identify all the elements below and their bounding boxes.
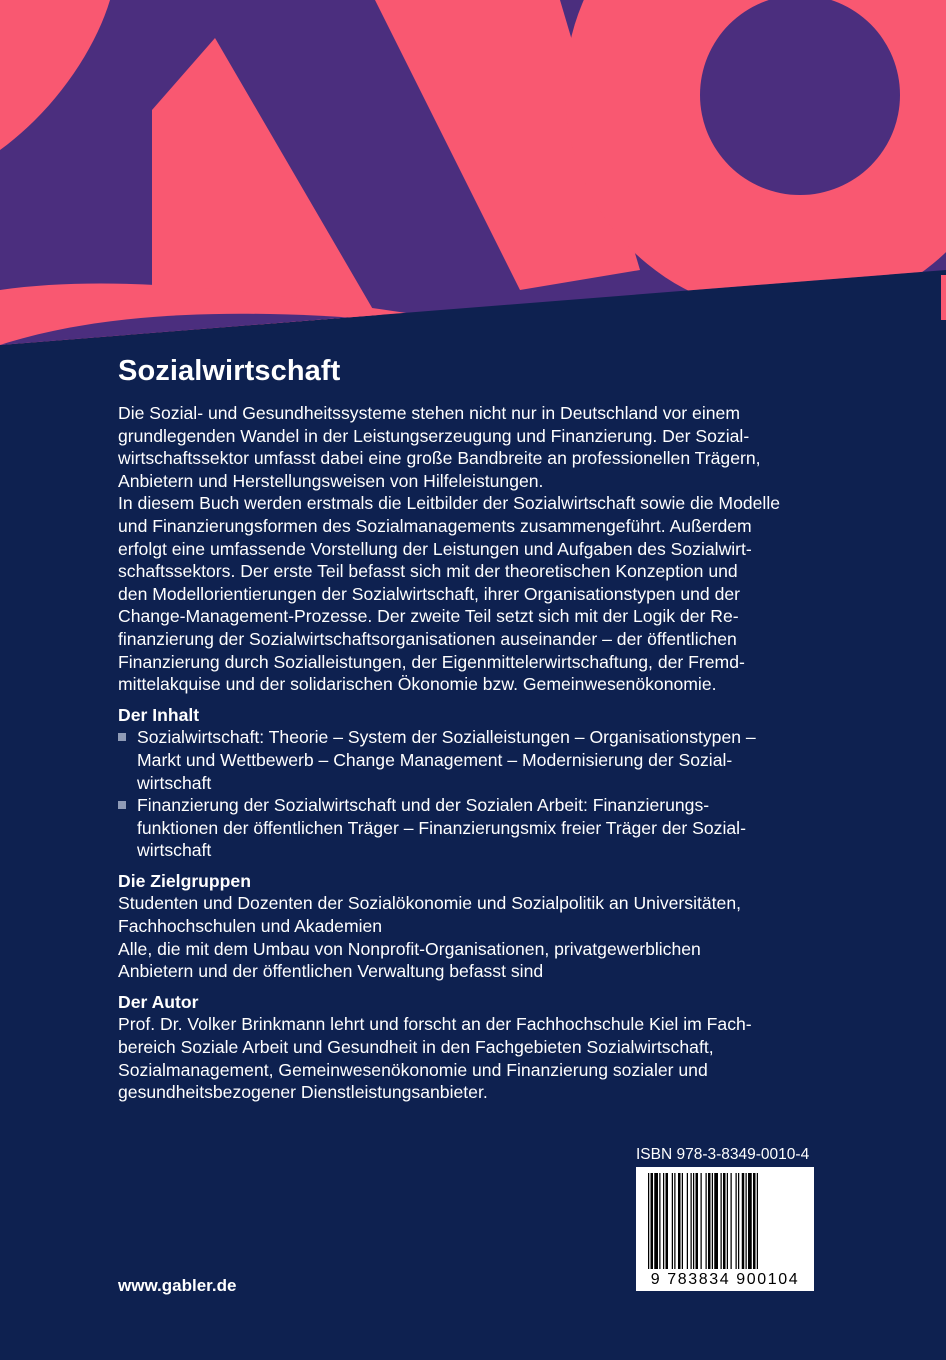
barcode-bar	[714, 1173, 718, 1269]
barcode-bar	[672, 1173, 673, 1269]
list-item: Sozialwirtschaft: Theorie – System der Sozialleistungen – Organisationstypen – Markt und Wettbewerb – Change Management – Modernisierung der Sozial- wirtschaft	[118, 726, 818, 794]
barcode-bar	[659, 1173, 660, 1269]
back-cover-text	[118, 355, 818, 1104]
barcode-bar	[693, 1173, 694, 1269]
bullet-square-icon	[118, 801, 126, 809]
barcode-bar	[723, 1173, 726, 1269]
barcode-bar	[757, 1173, 758, 1269]
barcode-bar	[748, 1173, 752, 1269]
autor-text: Prof. Dr. Volker Brinkmann lehrt und forscht an der Fachhochschule Kiel im Fach- bereich Soziale Arbeit und Gesundheit in den Fachgebieten Sozialwirtschaft, Sozialmanagement, Gemeinwesenökonomie und Finanzierung sozialer und gesundheitsbezogener Dienstleistungsanbieter.	[118, 1014, 752, 1103]
barcode-bar	[687, 1173, 688, 1269]
barcode-bar	[706, 1173, 707, 1269]
intro-text: Die Sozial- und Gesundheitssysteme stehen nicht nur in Deutschland vor einem grundlegenden Wandel in der Leistungserzeugung und Finanzierung. Der Sozial- wirtschaftssektor umfasst dabei eine große Bandbreite an professionellen Trägern, Anbietern und Herstellungsweisen von Hilfeleistungen. In diesem Buch werden erstmals die Leitbilder der Sozialwirtschaft sowie die Modelle und Finanzierungsformen des Sozialmanagements zusammengeführt. Außerdem erfolgt eine umfassende Vorstellung der Leistungen und Aufgaben des Sozialwirt- schaftssektors. Der erste Teil befasst sich mit der theoretischen Konzeption und den Modellorientierungen der Sozialwirtschaft, ihrer Organisationstypen und der Change-Management-Prozesse. Der zweite Teil setzt sich mit der Logik der Re- finanzierung der Sozialwirtschaftsorganisationen auseinander – der öffentlichen Finanzierung durch Sozialleistungen, der Eigenmittelerwirtschaftung, der Fremd- mittelakquise und der solidarischen Ökonomie bzw. Gemeinwesenökonomie.	[118, 403, 781, 695]
barcode-bar	[682, 1173, 683, 1269]
artwork-coral-edge	[941, 275, 946, 320]
barcode-bar	[746, 1173, 747, 1269]
autor-heading: Der Autor	[118, 991, 199, 1012]
book-title: Sozialwirtschaft	[118, 355, 341, 387]
barcode-bar	[712, 1173, 713, 1269]
barcode-bar	[721, 1173, 722, 1269]
barcode-bar	[742, 1173, 745, 1269]
barcode-bar	[674, 1173, 675, 1269]
zielgruppen-text: Studenten und Dozenten der Sozialökonomie und Sozialpolitik an Universitäten, Fachhochschulen und Akademien Alle, die mit dem Umbau von Nonprofit-Organisationen, privatgewerblichen Anbietern und der öffentlichen Verwaltung befasst sind	[118, 893, 742, 982]
list-item: Finanzierung der Sozialwirtschaft und der Sozialen Arbeit: Finanzierungs- funktionen der öffentlichen Träger – Finanzierungsmix freier Träger der Sozial- wirtschaft	[118, 794, 818, 862]
artwork-ring-hole	[700, 0, 900, 195]
barcode-bar	[727, 1173, 728, 1269]
inhalt-list	[118, 726, 818, 862]
barcode-bar	[701, 1173, 702, 1269]
barcode-bar	[648, 1173, 649, 1269]
barcode-bar	[696, 1173, 699, 1269]
barcode-bar	[651, 1173, 654, 1269]
barcode-bar	[753, 1173, 756, 1269]
publisher-website: www.gabler.de	[118, 1276, 237, 1295]
barcode-digits: 9 783834 900104	[650, 1271, 800, 1288]
barcode-bar	[663, 1173, 664, 1269]
bullet-square-icon	[118, 733, 126, 741]
barcode-bar	[708, 1173, 711, 1269]
barcode	[636, 1167, 814, 1291]
barcode-bar	[666, 1173, 669, 1269]
isbn-label: ISBN 978-3-8349-0010-4	[636, 1146, 810, 1163]
inhalt-heading: Der Inhalt	[118, 704, 200, 725]
barcode-bar	[738, 1173, 739, 1269]
barcode-bar	[736, 1173, 737, 1269]
barcode-bar	[678, 1173, 681, 1269]
barcode-bar	[691, 1173, 692, 1269]
barcode-bar	[731, 1173, 732, 1269]
zielgruppen-heading: Die Zielgruppen	[118, 870, 251, 891]
barcode-bar	[654, 1173, 658, 1269]
